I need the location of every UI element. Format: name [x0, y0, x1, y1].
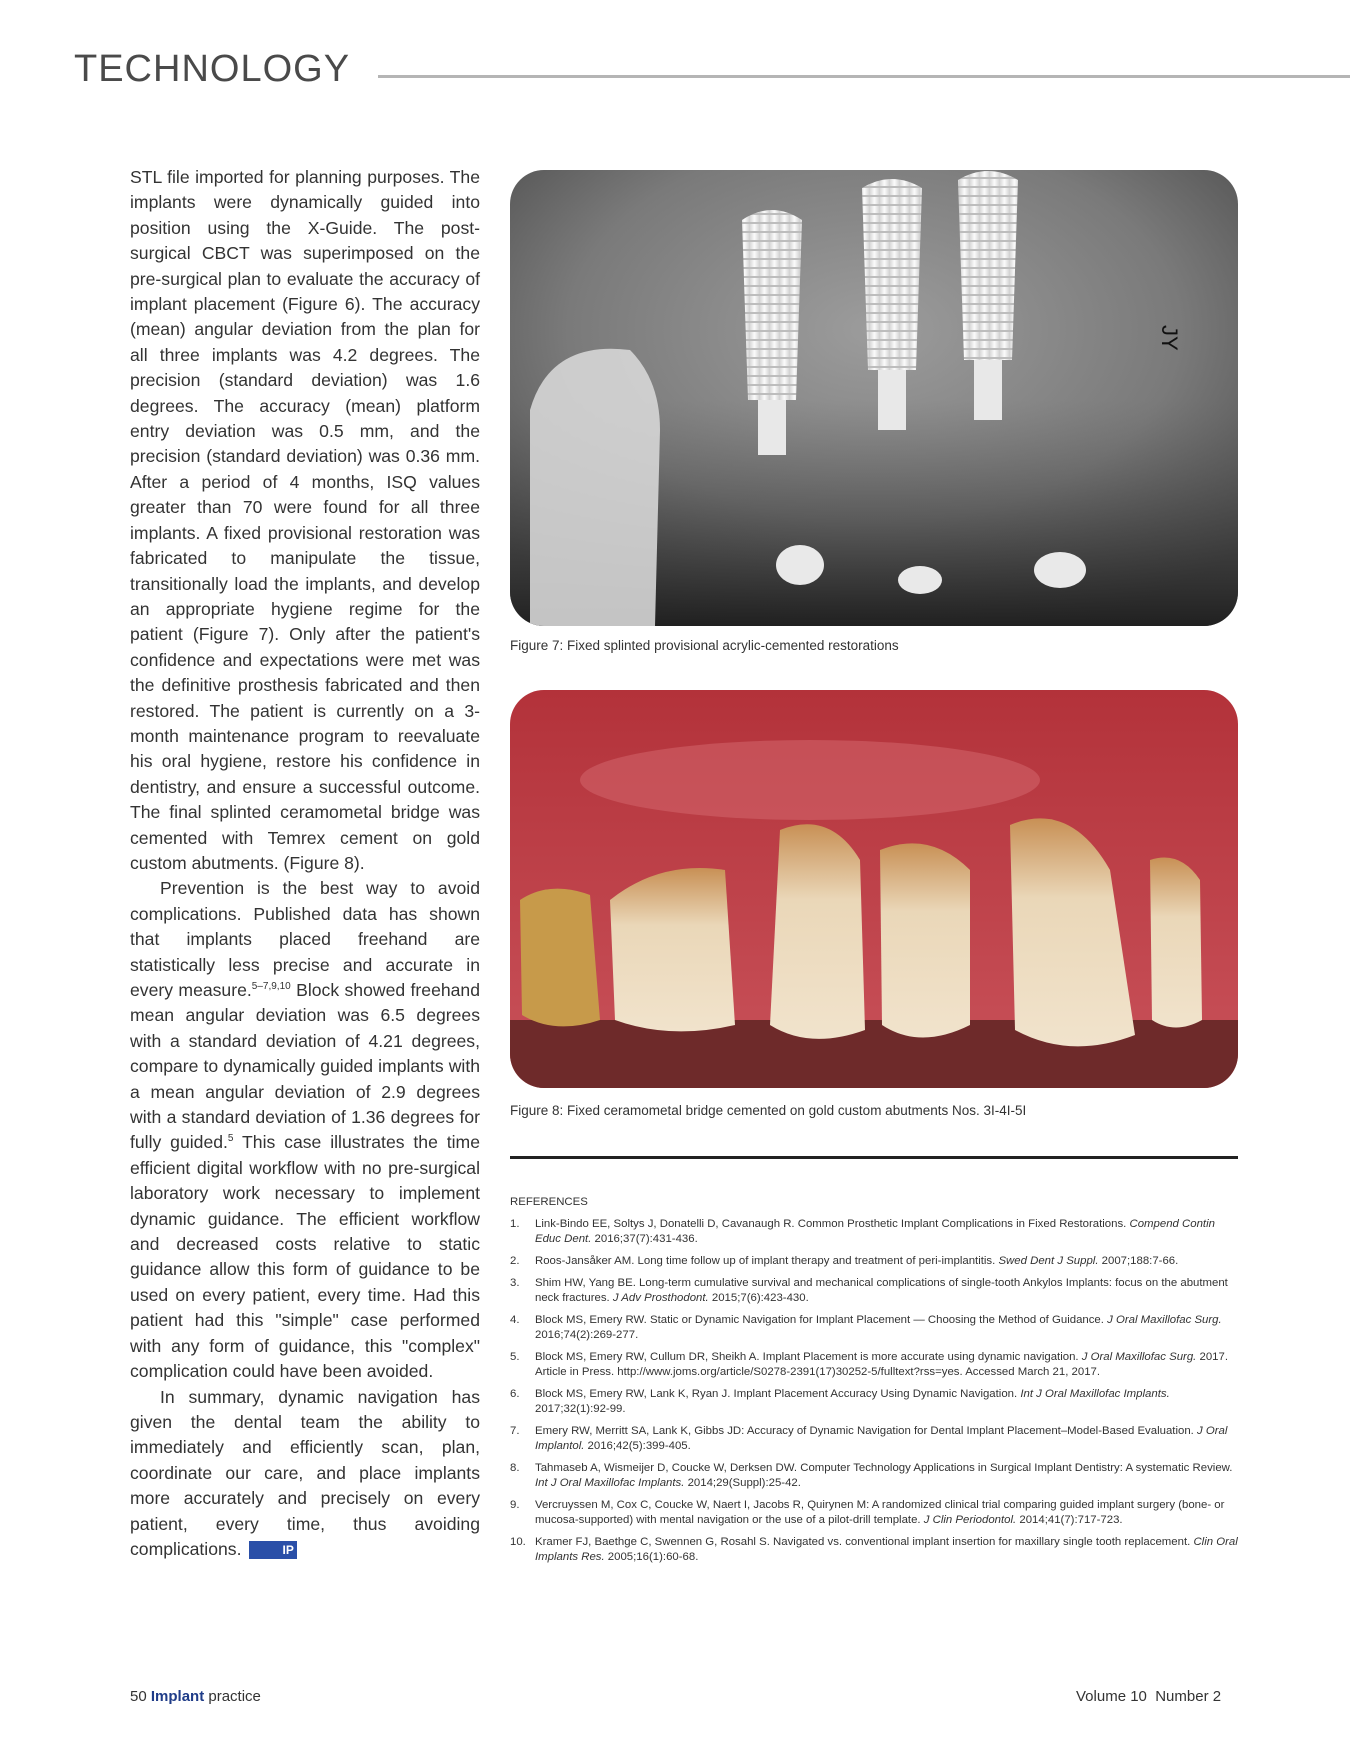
publication-brand-suffix: practice [208, 1688, 261, 1705]
citation-superscript: 5–7,9,10 [251, 981, 291, 993]
reference-journal: Int J Oral Maxillofac Implants. [535, 1477, 685, 1489]
article-text: This case illustrates the time efficient digital workflow with no pre-surgical laboratory work necessary to implement dynamic guidance. The efficient workflow and decreased costs relative to static guidance allow this form of guidance to be used on every patient, every time. Had this patient had this "simple" case performed with any form of guidance, this "complex" complication could have been avoided. [130, 1132, 480, 1382]
end-of-article-badge: IP [249, 1541, 296, 1559]
reference-text: Shim HW, Yang BE. Long-term cumulative survival and mechanical complications of single-tooth Ankylos Implants: focus on the abutment neck fractures. [535, 1277, 1228, 1304]
reference-journal: Swed Dent J Suppl. [998, 1255, 1099, 1267]
reference-item [510, 1254, 1238, 1269]
references-list [510, 1217, 1238, 1565]
reference-number: 7. [510, 1425, 520, 1437]
section-title: TECHNOLOGY [74, 48, 351, 90]
references-heading: REFERENCES [510, 1196, 588, 1208]
reference-journal: J Oral Maxillofac Surg. [1107, 1314, 1222, 1326]
reference-item [510, 1387, 1238, 1417]
article-text: Prevention is the best way to avoid complications. Published data has shown that implants placed freehand are statistically less precise and accurate in every measure. [130, 878, 480, 1000]
reference-citation: 2016;37(7):431-436. [591, 1233, 698, 1245]
references-rule [510, 1156, 1238, 1159]
reference-number: 9. [510, 1499, 520, 1511]
footer-left [130, 1688, 261, 1705]
issue-info: Volume 10 Number 2 [1076, 1688, 1222, 1705]
reference-citation: 2007;188:7-66. [1098, 1255, 1179, 1267]
reference-journal: Clin Oral Implants Res. [535, 1536, 1238, 1563]
reference-number: 1. [510, 1218, 520, 1230]
reference-text: Link-Bindo EE, Soltys J, Donatelli D, Cavanaugh R. Common Prosthetic Implant Complications in Fixed Restorations. [535, 1218, 1130, 1230]
reference-item [510, 1461, 1238, 1491]
article-paragraph [130, 876, 480, 1384]
figure-8-photo [510, 690, 1238, 1088]
page-number: 50 [130, 1688, 147, 1705]
article-paragraph: STL file imported for planning purposes. The implants were dynamically guided into position using the X-Guide. The post-surgical CBCT was superimposed on the pre-surgical plan to evaluate the accuracy of implant placement (Figure 6). The accuracy (mean) angular deviation from the plan for all three implants was 4.2 degrees. The precision (standard deviation) was 1.6 degrees. The accuracy (mean) platform entry deviation was 0.5 mm, and the precision (standard deviation) was 0.36 mm. After a period of 4 months, ISQ values greater than 70 were found for all three implants. A fixed provisional restoration was fabricated to manipulate the tissue, transitionally load the implants, and develop an appropriate hygiene regime for the patient (Figure 7). Only after the patient's confidence and expectations were met was the definitive prosthesis fabricated and then restored. The patient is currently on a 3-month maintenance program to reevaluate his oral hygiene, restore his confidence in dentistry, and ensure a successful outcome. The final splinted ceramometal bridge was cemented with Temrex cement on gold custom abutments. (Figure 8). [130, 167, 480, 873]
reference-journal: J Clin Periodontol. [923, 1514, 1017, 1526]
reference-citation: 2015;7(6):423-430. [708, 1292, 809, 1304]
reference-text: Tahmaseb A, Wismeijer D, Coucke W, Derksen DW. Computer Technology Applications in Surgical Implant Dentistry: A systematic Review. [535, 1462, 1233, 1474]
reference-journal: Int J Oral Maxillofac Implants. [1020, 1388, 1170, 1400]
publication-brand: Implant [150, 1688, 205, 1705]
reference-item [510, 1498, 1238, 1528]
reference-journal: J Oral Maxillofac Surg. [1081, 1351, 1197, 1363]
reference-item [510, 1276, 1238, 1306]
figure-7-caption: Figure 7: Fixed splinted provisional acrylic-cemented restorations [510, 638, 899, 653]
reference-text: Block MS, Emery RW, Lank K, Ryan J. Implant Placement Accuracy Using Dynamic Navigation. [535, 1388, 1021, 1400]
reference-number: 2. [510, 1255, 520, 1267]
reference-number: 8. [510, 1462, 520, 1474]
reference-text: Kramer FJ, Baethge C, Swennen G, Rosahl S. Navigated vs. conventional implant insertion for maxillary single tooth replacement. [535, 1536, 1194, 1548]
article-paragraph [130, 1385, 480, 1563]
reference-number: 4. [510, 1314, 520, 1326]
reference-item [510, 1313, 1238, 1343]
article-text: Block showed freehand mean angular deviation was 6.5 degrees with a standard deviation of 4.21 degrees, compare to dynamically guided implants with a mean angular deviation of 2.9 degrees with a standard deviation of 1.36 degrees for fully guided. [130, 980, 480, 1153]
figure-7-radiograph [510, 170, 1238, 626]
article-body [130, 165, 480, 1562]
reference-citation: 2017;32(1):92-99. [535, 1403, 626, 1415]
reference-number: 3. [510, 1277, 520, 1289]
article-text: In summary, dynamic navigation has given the dental team the ability to immediately and efficiently scan, plan, coordinate our care, and place implants more accurately and precisely on every patient, every time, thus avoiding complications. [130, 1386, 480, 1559]
radiograph-image [510, 170, 1238, 626]
reference-item [510, 1535, 1238, 1565]
reference-item [510, 1350, 1238, 1380]
reference-text: Block MS, Emery RW. Static or Dynamic Navigation for Implant Placement — Choosing the Method of Guidance. [535, 1314, 1108, 1326]
reference-citation: 2014;29(Suppl):25-42. [684, 1477, 801, 1489]
reference-citation: 2014;41(7):717-723. [1016, 1514, 1123, 1526]
reference-citation: 2016;42(5):399-405. [584, 1440, 691, 1452]
reference-journal: J Oral Implantol. [535, 1425, 1228, 1452]
reference-text: Roos-Jansåker AM. Long time follow up of implant therapy and treatment of peri-implantitis. [535, 1255, 999, 1267]
citation-superscript: 5 [227, 1133, 234, 1145]
figure-8-caption: Figure 8: Fixed ceramometal bridge cemented on gold custom abutments Nos. 3I-4I-5I [510, 1103, 1027, 1118]
radiograph-marking: JY [1157, 325, 1182, 351]
reference-citation: 2005;16(1):60-68. [604, 1551, 699, 1563]
references-section [510, 1196, 1238, 1572]
reference-citation: 2017. Article in Press. http://www.joms.org/article/S0278-2391(17)30252-5/fulltext?rss=yes. Accessed March 21, 2017. [535, 1351, 1229, 1378]
reference-journal: Compend Contin Educ Dent. [535, 1218, 1215, 1245]
reference-journal: J Adv Prosthodont. [612, 1292, 709, 1304]
reference-item [510, 1217, 1238, 1247]
reference-text: Emery RW, Merritt SA, Lank K, Gibbs JD: Accuracy of Dynamic Navigation for Dental Implant Placement–Model-Based Evaluation. [535, 1425, 1197, 1437]
reference-number: 5. [510, 1351, 520, 1363]
clinical-photo-image [510, 690, 1238, 1088]
reference-text: Block MS, Emery RW, Cullum DR, Sheikh A. Implant Placement is more accurate using dynamic navigation. [535, 1351, 1082, 1363]
reference-item [510, 1424, 1238, 1454]
reference-number: 6. [510, 1388, 520, 1400]
reference-citation: 2016;74(2):269-277. [535, 1329, 639, 1341]
header-rule [378, 75, 1350, 78]
reference-text: Vercruyssen M, Cox C, Coucke W, Naert I, Jacobs R, Quirynen M: A randomized clinical trial comparing guided implant surgery (bone- or mucosa-supported) with mental navigation or the use of a pilot-drill template. [535, 1499, 1225, 1526]
reference-number: 10. [510, 1536, 526, 1548]
